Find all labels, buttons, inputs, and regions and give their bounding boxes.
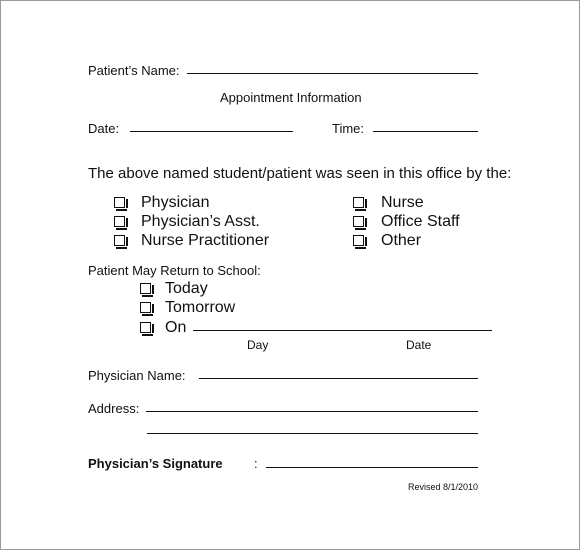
today-checkbox[interactable]	[140, 283, 151, 294]
other-checkbox[interactable]	[353, 235, 364, 246]
tomorrow-label: Tomorrow	[165, 299, 236, 316]
time-label: Time:	[332, 121, 365, 136]
return-to-school-label: Patient May Return to School:	[88, 263, 261, 278]
office-staff-label: Office Staff	[381, 213, 460, 230]
address-field-line-2[interactable]	[147, 433, 478, 434]
nurse-practitioner-label: Nurse Practitioner	[141, 232, 270, 249]
return-on-field[interactable]	[193, 330, 492, 331]
signature-label: Physician’s Signature	[88, 456, 223, 471]
day-caption: Day	[247, 338, 269, 352]
section-title: Appointment Information	[220, 90, 362, 105]
nurse-checkbox[interactable]	[353, 197, 364, 208]
today-label: Today	[165, 280, 208, 297]
office-staff-checkbox[interactable]	[353, 216, 364, 227]
physicians-asst-label: Physician’s Asst.	[141, 213, 260, 230]
revised-note: Revised 8/1/2010	[408, 482, 479, 492]
on-checkbox[interactable]	[140, 322, 151, 333]
other-label: Other	[381, 232, 422, 249]
date-caption: Date	[406, 338, 432, 352]
date-label: Date:	[88, 121, 120, 136]
physician-name-label: Physician Name:	[88, 368, 186, 383]
address-field-line-1[interactable]	[146, 411, 478, 412]
physicians-asst-checkbox[interactable]	[114, 216, 125, 227]
time-field[interactable]	[373, 131, 478, 132]
physician-checkbox[interactable]	[114, 197, 125, 208]
tomorrow-checkbox[interactable]	[140, 302, 151, 313]
physician-name-field[interactable]	[199, 378, 478, 379]
seen-by-statement: The above named student/patient was seen in this office by the:	[88, 165, 512, 182]
signature-field[interactable]	[266, 467, 478, 468]
address-label: Address:	[88, 401, 140, 416]
on-label: On	[165, 319, 187, 336]
signature-colon: :	[254, 456, 258, 471]
nurse-label: Nurse	[381, 194, 424, 211]
date-field[interactable]	[130, 131, 293, 132]
nurse-practitioner-checkbox[interactable]	[114, 235, 125, 246]
physician-label: Physician	[141, 194, 210, 211]
patient-name-field[interactable]	[187, 73, 478, 74]
patient-name-label: Patient’s Name:	[88, 63, 180, 78]
